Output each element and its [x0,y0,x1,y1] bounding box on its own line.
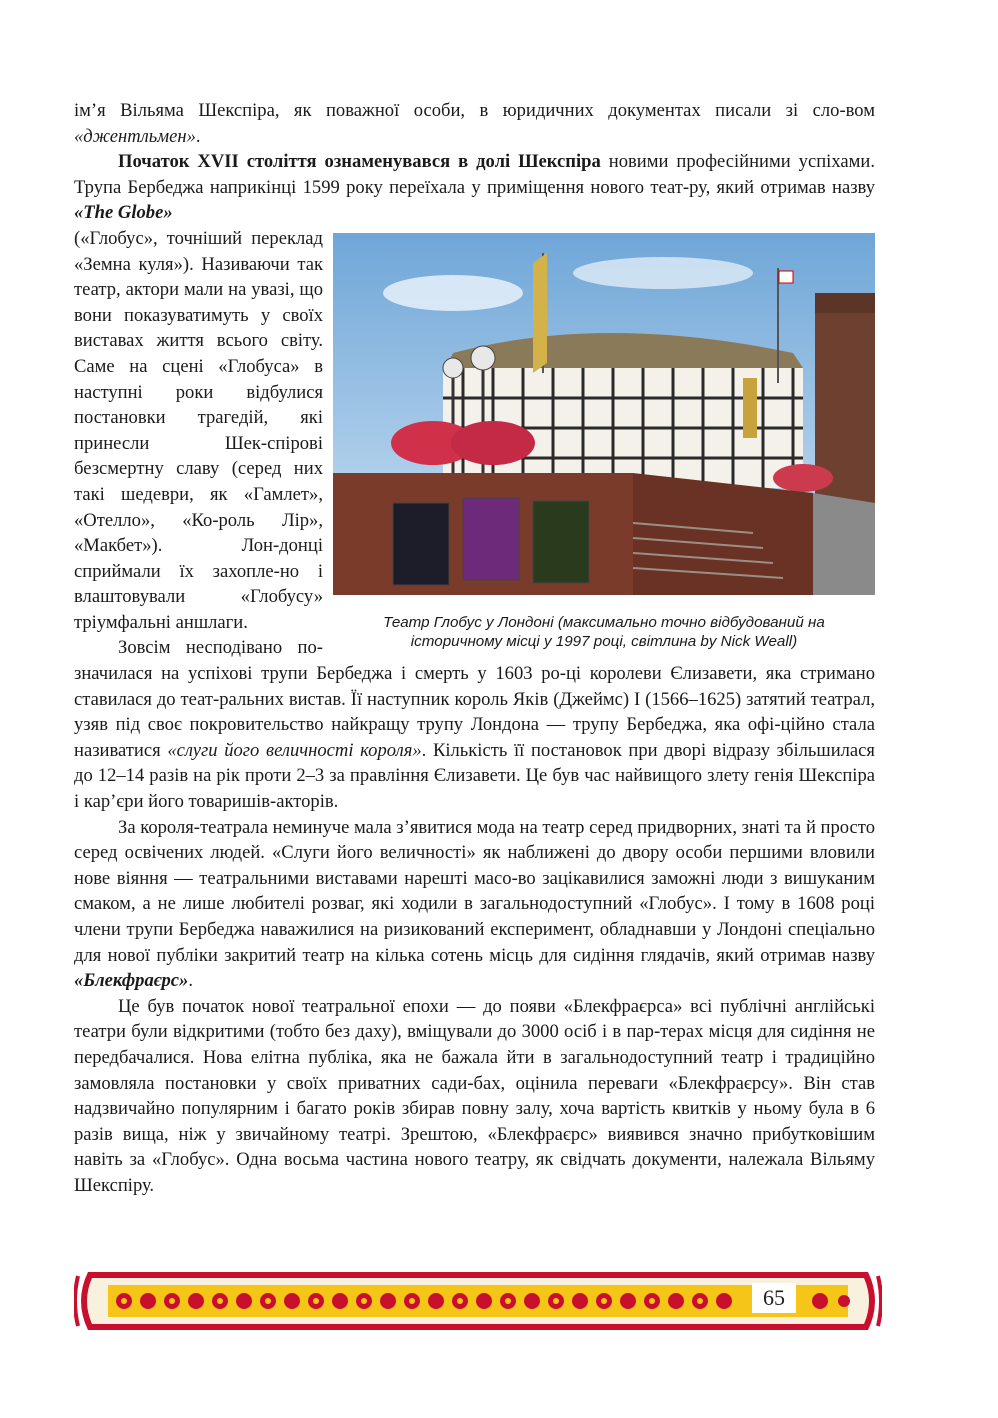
text-run: ім’я Вільяма Шекспіра, як поважної особи, в юридичних документах писали зі сло-вом [74,100,875,121]
paragraph-4 [74,815,875,994]
page-number: 65 [752,1283,796,1313]
paragraph-5: Це був початок нової театральної епохи — до появи «Блекфраєрса» всі публічні англійські театри були відкритими (тобто без даху), вміщували до 3000 осіб і в пар-терах місця для сидіння не передбачалися. Нова елітна публіка, яка не бажала йти в загальнодоступний театр і традиційно замовляла постановки у своїх приватних сади-бах, оцінила переваги «Блекфраєрсу». Він став надзвичайно популярним і багато років збирав повну залу, хоча вартість квитків у ньому була в 6 разів вища, ніж у звичайному театрі. Зрештою, «Блекфраєрс» виявився значно прибутковішим навіть за «Глобус». Одна восьма частина нового театру, як свідчать документи, належала Вільяму Шекспіру. [74,995,875,1196]
italic-term: «слуги його величності короля» [167,739,422,761]
text-run: Зовсім несподівано по-значилася на успіхові трупи Бербеджа і смерть у 1603 ро-ці королеви Єлизавети, яка стримано ставилася до теат-ральних вистав. Її наступник король Яків (Джеймс) I (1566–1625) затятий театрал, узяв під своє покровительство найкращу трупу Лондона — трупу Бербеджа, яка офі-ційно стала називатися [74,637,875,761]
text-run: новими професійними успіхами. Трупа Бербеджа наприкінці 1599 року переїхала у приміщення нового теат-ру, який отримав назву [74,151,875,198]
theatre-name-globe: «The Globe» [74,202,173,224]
globe-theatre-photo [333,233,875,595]
figure [333,233,875,651]
italic-term: «джентльмен» [74,125,196,147]
theatre-name-blackfriars: «Блекфраєрс» [74,970,189,992]
text-run: . Кількість її постановок при дворі відразу збільшилася до 12–14 разів на рік проти 2–3 за правління Єлизавети. Це був час найвищого злету генія Шекспіра і кар’єри його товаришів-акторів. [74,739,875,813]
text-run: . [188,970,193,992]
figure-caption: Театр Глобус у Лондоні (максимально точно відбудований на історичному місці у 1997 році, світлина by Nick Weall) [383,613,825,650]
text-run: За короля-театрала неминуче мала з’явитися мода на театр серед придворних, знаті та й просто серед освічених людей. «Слуги його величності» як наближені до двору особи першими вловили нове віяння — театральними виставами нарешті масо-во зацікавилися заможні люди з вишуканим смаком, а не лише любителі розваг, які ходили в загальнодоступний «Глобус». І тому в 1608 році члени трупи Бербеджа наважилися на ризикований експеримент, обладнавши у Лондоні спеціально для нової публіки закритий театр на кілька сотень місць для сидіння глядачів, який отримав назву [74,816,875,966]
page-body [74,98,875,1199]
paragraph-1 [74,98,875,149]
lead-phrase: Початок XVII століття ознаменувався в долі Шекспіра [118,151,601,173]
paragraph-2 [74,149,875,226]
text-run: («Глобус», точніший переклад «Земна куля»). Називаючи так театр, актори мали на увазі, що вони показуватимуть у своїх виставах життя всього світу. Саме на сцені «Глобуса» в наступні роки відбулися постановки трагедій, які принесли Шек-спірові безсмертну славу (серед них такі шедеври, як «Гамлет», «Отелло», «Ко-роль Лір», «Макбет»). Лон-донці сприймали їх захопле-но і влаштовували «Глобусу» тріумфальні аншлаги. [74,227,323,633]
text-run: . [195,125,201,147]
paragraph-3 [74,635,875,814]
